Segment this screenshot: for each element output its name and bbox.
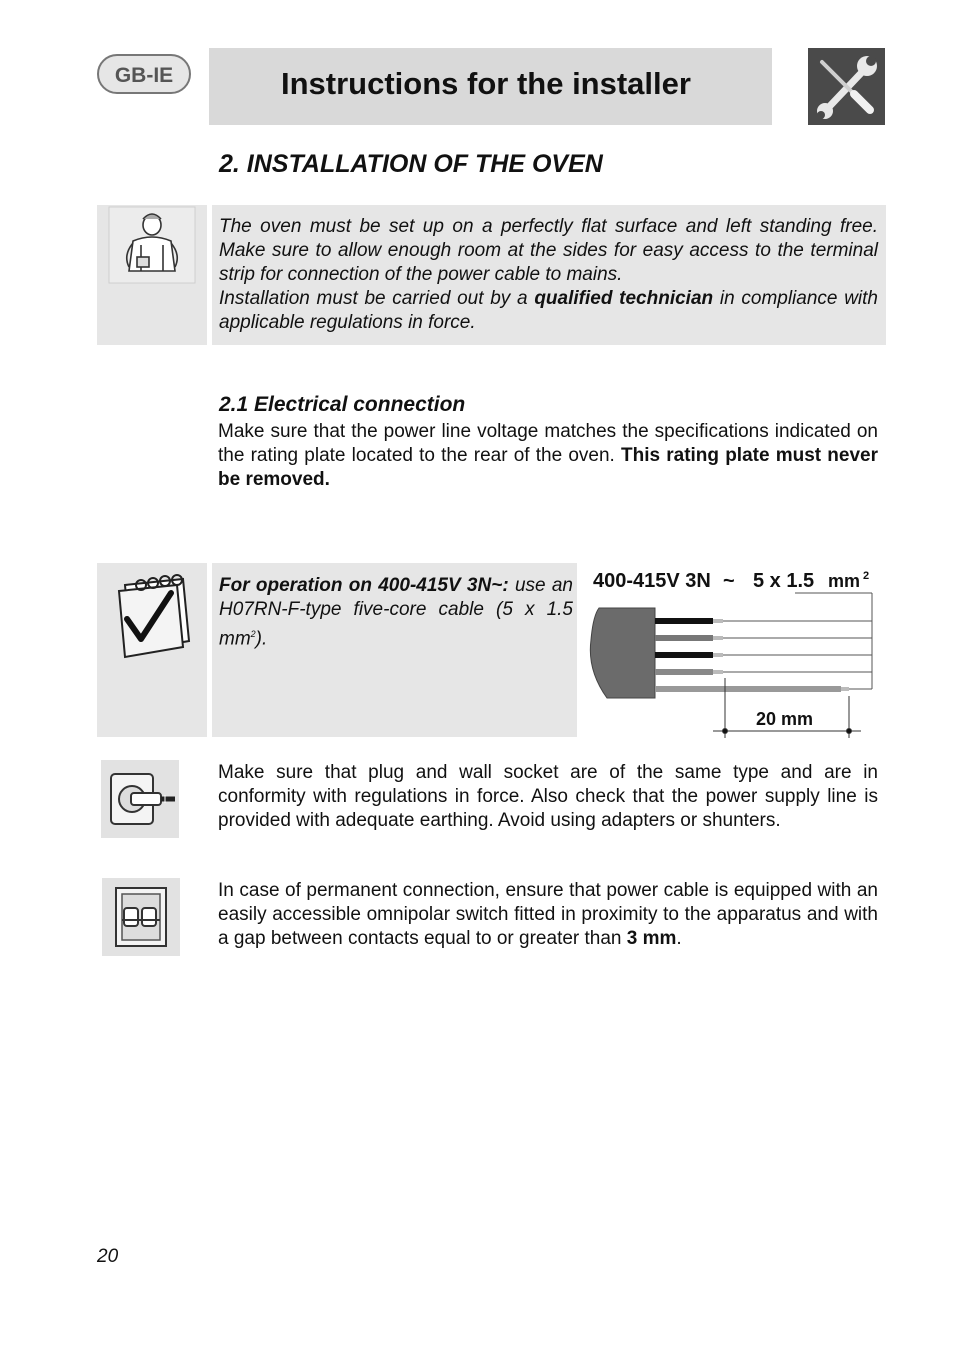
page-number: 20 — [97, 1246, 119, 1267]
intro-panel — [212, 205, 886, 345]
checklist-panel — [97, 563, 207, 737]
wire-1 — [655, 618, 713, 624]
wire-5 — [655, 686, 841, 692]
strip-length-label: 20 mm — [756, 709, 814, 729]
intro-paragraph-2a: Installation must be carried out by a — [219, 288, 535, 309]
header-bar — [209, 48, 772, 125]
technician-icon — [97, 205, 207, 345]
electrical-connection-title: 2.1 Electrical connection — [219, 393, 466, 416]
region-badge: GB-IE — [97, 54, 191, 94]
qualified-technician-text: qualified technician — [534, 288, 714, 309]
cable-note-panel — [212, 563, 577, 737]
cable-diagram — [585, 560, 885, 740]
cable-note — [219, 574, 573, 651]
wire-4-strip — [713, 670, 723, 674]
plug-panel — [101, 760, 179, 838]
switch-paragraph — [218, 879, 878, 951]
rating-plate-text: Make sure that the power line voltage matches the specifications indicated on the rating plate located to the rear of the oven. — [218, 421, 878, 466]
omnipolar-switch-icon — [102, 878, 180, 956]
intro-paragraph-2b: in compliance with applicable regulations in force. — [219, 288, 878, 333]
wire-5-strip — [841, 687, 849, 691]
wire-4 — [655, 669, 713, 675]
diagram-unit: mm — [828, 571, 861, 591]
switch-text: In case of permanent connection, ensure that power cable is equipped with an easily accessible omnipolar switch fitted in proximity to the apparatus and with a gap between contacts equal to or greater than — [218, 880, 878, 949]
cable-note-bold: For operation on 400-415V 3N~: — [219, 575, 509, 596]
diagram-voltage-label: 400-415V 3N — [593, 570, 711, 592]
switch-text-end: . — [676, 928, 682, 949]
diagram-tilde: ~ — [723, 570, 735, 592]
page-title: Instructions for the installer — [281, 66, 691, 101]
rating-plate-paragraph — [218, 420, 878, 492]
section-title: 2. INSTALLATION OF THE OVEN — [219, 150, 603, 178]
wire-3 — [655, 652, 713, 658]
switch-gap-value: 3 mm — [626, 928, 677, 949]
wire-1-strip — [713, 619, 723, 623]
cable-note-sup: 2 — [250, 629, 256, 639]
checklist-icon — [97, 563, 207, 663]
wire-2-strip — [713, 636, 723, 640]
plug-paragraph: Make sure that plug and wall socket are of the same type and are in conformity with regulations in force. Also check that the power supply line is provided with adequate earthing. Avoid using adapters or shunters. — [218, 762, 878, 831]
wire-leaders — [723, 593, 872, 689]
technician-panel — [97, 205, 207, 345]
cable-sheath — [590, 608, 655, 698]
rating-plate-warning: This rating plate must never be removed. — [218, 445, 878, 490]
diagram-unit-sup: 2 — [863, 570, 870, 582]
cable-note-end: ). — [255, 628, 268, 650]
intro-paragraph-1: The oven must be set up on a perfectly flat surface and left standing free. Make sure to allow enough room at the sides for easy access to the terminal strip for connection of the power cable to mains. — [219, 216, 878, 285]
tools-icon — [808, 48, 885, 125]
wire-2 — [655, 635, 713, 641]
wire-3-strip — [713, 653, 723, 657]
diagram-section-label: 5 x 1.5 — [753, 570, 815, 592]
cable-note-text: use an H07RN-F-type five-core cable (5 x 1.5 mm — [219, 575, 574, 650]
plug-socket-icon — [101, 760, 179, 838]
switch-panel — [102, 878, 180, 956]
